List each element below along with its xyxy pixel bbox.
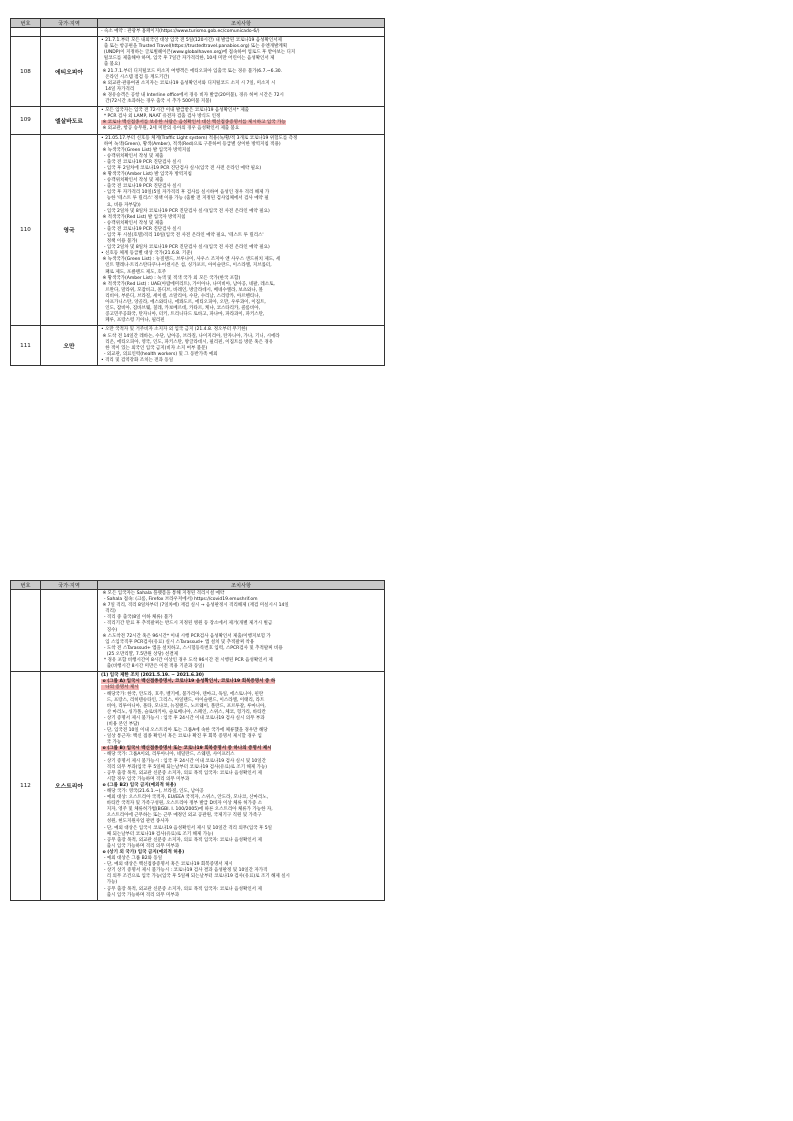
line-text: 온라인 시스템 점검 등 계도기간) xyxy=(101,74,170,80)
line-text: ※ 황색국가(Amber List) 발 입국자 방역지침 xyxy=(101,172,192,178)
line-text: 바티칸 국적자 및 가족구성원, 오스트리아 정부 발급 D비자 이상 체류 허가증 소 xyxy=(101,801,263,807)
line-text: 비아, 리투아니아, 몰타, 모나코, 뉴질랜드, 노르웨이, 폴란드, 포르투갈, 루마니아, xyxy=(101,703,266,709)
line-text: 아프가니스탄, 앙골라, 에스와티니, 에콰도르, 에티오피아, 오만, 우루과이, 이집트, xyxy=(101,300,266,306)
line-text: - 승객위치확인서 작성 및 제출 xyxy=(101,153,164,159)
line-text: (25 오만리얄, 7.5만원 상당) 선결제 xyxy=(101,651,179,657)
line-text: 국 가능 xyxy=(101,740,122,746)
row-number xyxy=(11,590,41,672)
table-row xyxy=(11,590,385,672)
line-text: - 상기 증명서 제시 불가능시 : 입국 후 24시간 이내 코로나19 검사 실시 의무 부과 xyxy=(101,715,265,721)
line-text: 입 스입국직후 PCR검사(유료) 실시 스Tarassud+ 앱 설치 및 추적팔찌 착용 xyxy=(101,639,255,645)
line-text: (비용 본인 부담) xyxy=(101,721,140,727)
table-row xyxy=(11,134,385,326)
line-text: (UNDP)이 지정하는 글로벌헤이븐(www.globalhaven.org)에 접속하여 업로드 후 받아보는 디지 xyxy=(101,50,296,56)
line-text: ※ 녹색국가(Green List) : 뉴질랜드, 브루나이, 사우스 조지아 앤 사우스 샌드위치 제도, 세 xyxy=(101,257,281,263)
measure-line xyxy=(101,29,382,35)
row-number: 111 xyxy=(11,326,41,366)
header-num: 번호 xyxy=(11,581,41,590)
measure-line xyxy=(101,358,382,364)
line-text: 14일 자가격리 xyxy=(101,86,135,92)
line-text: 격리) xyxy=(101,609,116,615)
row-number xyxy=(11,28,41,37)
header-content: 조치사항 xyxy=(98,19,385,28)
line-text: 오스트리아에 근무하는 또는 근무 예정인 외교 공관원, 국제기구 직원 및 가족구 xyxy=(101,813,262,819)
line-text: - 상기 증명서 제시 불가능시 : 입국 후 24시간 이내 코로나19 검사 실시 및 10일간 xyxy=(101,758,266,764)
country-name xyxy=(41,28,98,37)
line-text: 요, 비용 자부담)) xyxy=(101,202,141,208)
highlighted-text: ※ 코로나 백신접종서를 보유한 사람은 음성확인서 대신 백신접종증명서를 제시하고 입국 가능 xyxy=(101,120,286,126)
line-text: - 숙소 예약 : 관광부 홈페이지(https://www.turismo.gob.ec/comunicado-6/) xyxy=(101,29,260,34)
line-text: - 격리 중 출국(8일 이하 체류) 불가 xyxy=(101,615,173,621)
travel-measures-table-1 xyxy=(10,18,385,366)
line-text: • 21.05.17.부터 신호등 체계(Traffic Light system) 적용(녹/황/적 3개로 코로나19 위험도를 측정 xyxy=(101,135,298,141)
line-text: - 해당 국가: 그룹A이외, 리투아니아, 네덜란드, 스웨덴, 사이프러스 xyxy=(101,752,235,758)
line-text: 리 의무 조건으로 입국 가능(입국 후 5일째 되는날부터 코로나19 검사(유료)로 조기 해제 실시 xyxy=(101,874,290,880)
line-text: ※ 경유승객은 공항 내 Interline office에서 경유 비자 발급(20미불), 경유 허여 시간은 72시 xyxy=(101,92,284,98)
line-text: - 해당 국가: 영국(21.6.1.~), 브라질, 인도, 남아공 xyxy=(101,789,204,794)
line-text: - 일상 통근자: 백신 접종 확인서 혹은 코로나 확진 후 회복 증명서 제시할 경우 입 xyxy=(101,734,262,740)
measure-line xyxy=(101,664,382,670)
measure-line xyxy=(101,99,382,105)
line-text: - 단, 입국전 10일 이내 오스트리아 또는 그룹A에 속한 국가에 체류했을 경우만 해당 xyxy=(101,728,268,734)
line-text: ※ 스도착전 72시간 혹은 96시간* 이내 시행 PCR검사 음성확인서 제출/이행지보험 가 xyxy=(101,633,271,639)
line-text: - 외교관, 의료인력(health workers) 및 그 동반가족 예외 xyxy=(101,351,218,357)
row-number: 109 xyxy=(11,107,41,134)
line-text: 출(비행시간 8시간 미만은 이전 적용 기준과 동일) xyxy=(101,664,205,670)
country-name: 에티오피아 xyxy=(41,37,98,107)
line-text: • 21.7.1.부터 모든 내외국인 대상 입국 전 5일(120시간) 내 발급된 코로나19 음성확인서제 xyxy=(101,38,282,44)
table-row xyxy=(11,672,385,900)
line-text: - 입국 후 2일차에 코로나19 PCR 진단검사 실시(입국 전 사전 온라인 예약 필요) xyxy=(101,165,262,171)
measure-line xyxy=(101,893,382,899)
highlighted-text: 나의 증명서 제시 xyxy=(101,685,139,691)
line-text: 리비아, 부룬디, 브라질, 세이셸, 소말리아, 수단, 수리남, 스리랑카, 아르헨티나, xyxy=(101,293,261,299)
line-text: ※ 21.7.1.부터 디지털코드 미소지 여행객은 에티오피아 입출국 또는 경유 불가(6.7.~6.30. xyxy=(101,68,283,74)
line-text: 한 적이 있는 외국인 입국 금지(비자 소지 여부 불문) xyxy=(101,345,208,351)
line-text: - 입국 2일차 및 8일차 코로나19 PCR 진단검사 실시(입국 전 사전 온라인 예약 필요) xyxy=(101,245,270,251)
line-text: - 입국 후 자가격리 10일(5일 자가격리 후 검사를 실시하여 음성인 경우 격리 해제 가 xyxy=(101,190,270,196)
line-text: 인도, 잠비아, 짐바브웨, 칠레, 카보베르데, 카타르, 케냐, 코스타리카, 콜롬비아, xyxy=(101,306,261,312)
line-text: - 출국 전 코로나19 PCR 진단검사 실시 xyxy=(101,159,181,165)
line-text: - 승객위치확인서 작성 및 제출 xyxy=(101,178,164,184)
header-content: 조치사항 xyxy=(98,581,385,590)
line-text: - 공무 출장 목적, 외교관 신분증 소지자, 의료 목적 입국자: 코로나 음성확인서 제 xyxy=(101,770,262,776)
highlighted-text: o (그룹 B) 입국시 백신접종증명서 또는 코로나19 회복증명서 중 하나의 증명서 제시 xyxy=(101,746,272,752)
line-text: 인트 헬레나·트리스탄다쿠냐·어센시온 섬, 싱가포르, 아이슬란드, 이스라엘, 지브롤터, xyxy=(101,263,272,269)
line-text: ※ 외교관, 항공 승무원, 2세 미만의 유아의 경우 음성확인서 제출 불요 xyxy=(101,126,240,132)
table-row xyxy=(11,28,385,37)
line-text: - 단, 예외 대상은 백신접종증명서 혹은 코로나19 회복증명서 제시 xyxy=(101,862,233,868)
table-row xyxy=(11,107,385,134)
line-text: • 모든 입국자는 입국 전 72시간 이내 발급받은 코로나19 음성확인서* 제출 xyxy=(101,108,250,114)
country-name: 엘살바도르 xyxy=(41,107,98,134)
line-text: * 경유 포함 비행시간이 8시간 이상인 경우 도착 96시간 전 시행된 PCR 음성확인서 제 xyxy=(101,658,273,664)
line-text: 능한 '테스트 투 릴리스' 정책 이용 가능 (출발 전 지정된 검사업체에서 검사 예약 필 xyxy=(101,196,269,202)
table-row xyxy=(11,37,385,107)
line-text: - 해당국가: 한국, 안도라, 호주, 벨기에, 불가리아, 덴마크, 독일, 에스토니아, 핀란 xyxy=(101,691,264,697)
line-text: ※ 황색국가(Amber List) : 녹색 및 적색 국가 외 모든 국가(한국 포함) xyxy=(101,275,241,281)
line-text: o (그룹 B2) 입국 금지(예외적 허용) xyxy=(101,782,177,788)
line-text: - 예외 대상은 그룹 B2와 동일 xyxy=(101,856,163,862)
measures-cell xyxy=(98,134,385,326)
line-text: 성원, 현도지원사업 관련 종사자 xyxy=(101,819,169,825)
line-text: 르완다, 말라위, 모잠비크, 몰디브, 바레인, 방글라데시, 베네수엘라, 보츠와나, 볼 xyxy=(101,287,263,293)
line-text: • 신호등 체계 등급별 대상 국가(21.6.8. 기준) xyxy=(101,251,193,257)
country-name xyxy=(41,590,98,672)
measures-cell xyxy=(98,326,385,366)
line-text: - 공무 출장 목적, 외교관 신분증 소지자, 의료 목적 입국자: 코로나 음성확인서 제 xyxy=(101,886,262,892)
line-text: 하여 녹색(Green), 황색(Amber), 적색(Red)으로 구분하여 등급별 상이한 방역지침 적용) xyxy=(101,141,281,147)
line-text: • 격리 및 검역강화 조치는 전과 동일 xyxy=(101,357,174,363)
line-text: - 상기 상기 증명서 제시 불가능시 : 코로나19 검사 결과 음성판정 및 10일간 자가격 xyxy=(101,868,268,874)
line-text: - 출국 전 코로나19 PCR 진단검사 실시 xyxy=(101,226,181,232)
line-text: 드, 프랑스, 리히텐슈타인, 그리스, 아일랜드, 아이슬랜드, 이스라엘, 이태리, 라트 xyxy=(101,697,265,703)
line-text: ※ 외교관·관용여권 소지자는 코로나19 음성확인서와 디지털코드 소지 시 7일, 미소지 시 xyxy=(101,80,276,86)
measures-cell xyxy=(98,107,385,134)
country-name: 오만 xyxy=(41,326,98,366)
country-name: 오스트리아 xyxy=(41,672,98,900)
line-text: - 공무 출장 목적, 외교관 신분증 소지자, 의료 목적 입국자: 코로나 음성확인서 제 xyxy=(101,837,262,843)
line-text: (1) 입국 제한 조치 (2021.5.19. ~ 2021.6.30) xyxy=(101,673,204,679)
line-text: 시할 경우 입국 가능하며 격리 의무 미부과 xyxy=(101,776,190,782)
line-text: - 입국 후 시설(호텔)격리 10일(입국 전 사전 온라인 예약 필요, '테스트 투 릴리스' xyxy=(101,233,264,238)
line-text: - 도착 전 스Tarassud+ 앱을 설치하고, 스시험등록번호 입력, 스PCR검사 및 추적팔찌 비용 xyxy=(101,645,283,651)
line-text: 출시 입국 가능하며 격리 의무 미부과 xyxy=(101,892,180,898)
line-text: - 출국 전 코로나19 PCR 진단검사 실시 xyxy=(101,184,181,190)
header-num: 번호 xyxy=(11,19,41,28)
line-text: - 입국 2일차 및 8일차 코로나19 PCR 진단검사 실시(입국 전 사전 온라인 예약 필요) xyxy=(101,208,270,214)
line-text: ※ 녹색국가(Green List) 발 입국자 방역지침 xyxy=(101,147,191,153)
line-text: ※ 모든 입국자는 Sahala 플랫폼을 통해 지정된 격리시설 예약 xyxy=(101,591,225,596)
row-number: 112 xyxy=(11,672,41,900)
measures-cell xyxy=(98,37,385,107)
line-text: 정책 이용 불가) xyxy=(101,239,138,245)
line-text: 지자, 영주 및 체류허가법(BGBl. I. 100/2005)에 따른 오스트리아 체류가 가능한 자, xyxy=(101,807,273,813)
line-text: 패로 제도, 포클랜드 제도, 호주 xyxy=(101,269,167,275)
header-country: 국가·지역 xyxy=(41,581,98,590)
line-text: o (상기 외 국가) 입국 금지(예외적 허용) xyxy=(101,849,185,855)
measures-cell xyxy=(98,672,385,900)
line-text: 출 불요) xyxy=(101,62,121,68)
line-text: 리온, 에티오피아, 영국, 인도, 파키스탄, 방글라데시, 필리핀, 이집트를 방문 혹은 경유 xyxy=(101,339,274,345)
line-text: ※ 적색국가(Red List) : UAE(아랍에미리트), 가이아나, 나미비아, 남아공, 네팔, 레소토, xyxy=(101,281,275,287)
line-text: - 단, 예외 대상은 입국시 코로나19 음성확인서 제시 및 10일간 격리 의무(입국 후 5일 xyxy=(101,825,273,831)
line-text: 출 또는 항공편을 Trusted Travel(https://trustedtravel.panabios.org) 또는 유엔개발계획 xyxy=(101,44,288,50)
line-text: ※ 7일 격리, 격리 8일차부터 (7일차에) 재검 실시 → 음성판정시 격리해제 (재검 미실시시 14일 xyxy=(101,603,289,609)
line-text: 산 마리노, 싱가폴, 슬로바키아, 슬로베니아, 스페인, 스위스, 체코, 헝가리, 바티칸 xyxy=(101,709,266,715)
line-text: ※ 적색국가(Red List) 발 입국자 방역지침 xyxy=(101,214,186,220)
measures-cell xyxy=(98,590,385,672)
row-number: 110 xyxy=(11,134,41,326)
header-country: 국가·지역 xyxy=(41,19,98,28)
line-text: 간(72시간 초과하는 경우 출국 시 추가 500미불 지불) xyxy=(101,99,212,105)
table-row xyxy=(11,326,385,366)
country-name: 영국 xyxy=(41,134,98,326)
table-header-row xyxy=(11,581,385,590)
line-text: - 승객위치확인서 작성 및 제출 xyxy=(101,220,164,226)
line-text: • 오만 국적자 및 거주비자 소지자 외 입국 금지 (21.4.8. 정오부터 무기한) xyxy=(101,327,248,333)
measure-line xyxy=(101,318,382,324)
highlighted-text: o (그룹 A) 입국시 백신접종증명서, 코로나19 음성확인서, 코로나19 회복증명서 중 하 xyxy=(101,679,276,685)
line-text: ※ 도착 전 14일간 레바논, 수단, 남아공, 브라질, 나이지리아, 탄자니아, 가나, 기니, 시에라 xyxy=(101,333,280,339)
line-text: 콩고민주공화국, 탄자니아, 터키, 트리니다드 토바고, 파나마, 파라과이, 파키스탄, xyxy=(101,312,265,318)
line-text: 징수) xyxy=(101,627,118,633)
row-number: 108 xyxy=(11,37,41,107)
line-text: * PCR 검사 외 LAMP, NAAT 유전자 검출 검사 방식도 인정 xyxy=(101,114,221,120)
line-text: - 격리기간 만료 후 추적팔찌는 반드시 지정된 병원 등 장소에서 제거(개별 제거시 벌금 xyxy=(101,621,273,627)
travel-measures-table-2 xyxy=(10,580,385,901)
line-text: 페루, 프랑스령 기아나, 필리핀 xyxy=(101,318,165,324)
line-text: 째 되는날부터 코로나19 검사(유료)로 조기 해제 가능) xyxy=(101,831,214,837)
line-text: 털코드를 제출해야 하며, 입국 후 7일간 자가격리한, 10세 미만 어린이는 음성확인서 제 xyxy=(101,56,275,62)
measures-cell xyxy=(98,28,385,37)
line-text: 가능) xyxy=(101,880,118,886)
line-text: - 예외 대상: 오스트리아 국적자, EU/EEA 국적자, 스위스, 안도라, 모나코, 산마리노, xyxy=(101,795,269,801)
measure-line xyxy=(101,126,382,132)
line-text: - Sahala 접속: (크롬, Firefox 브라우저에서) https://covid19.emushrif.om xyxy=(101,597,258,603)
table-header-row xyxy=(11,19,385,28)
line-text: 격리 의무 부과(입국 후 5일째 되는날부터 코로나19 검사(유료)로 조기 해제 가능) xyxy=(101,764,268,770)
line-text: 출시 입국 가능하며 격리 의무 미부과 xyxy=(101,843,180,849)
